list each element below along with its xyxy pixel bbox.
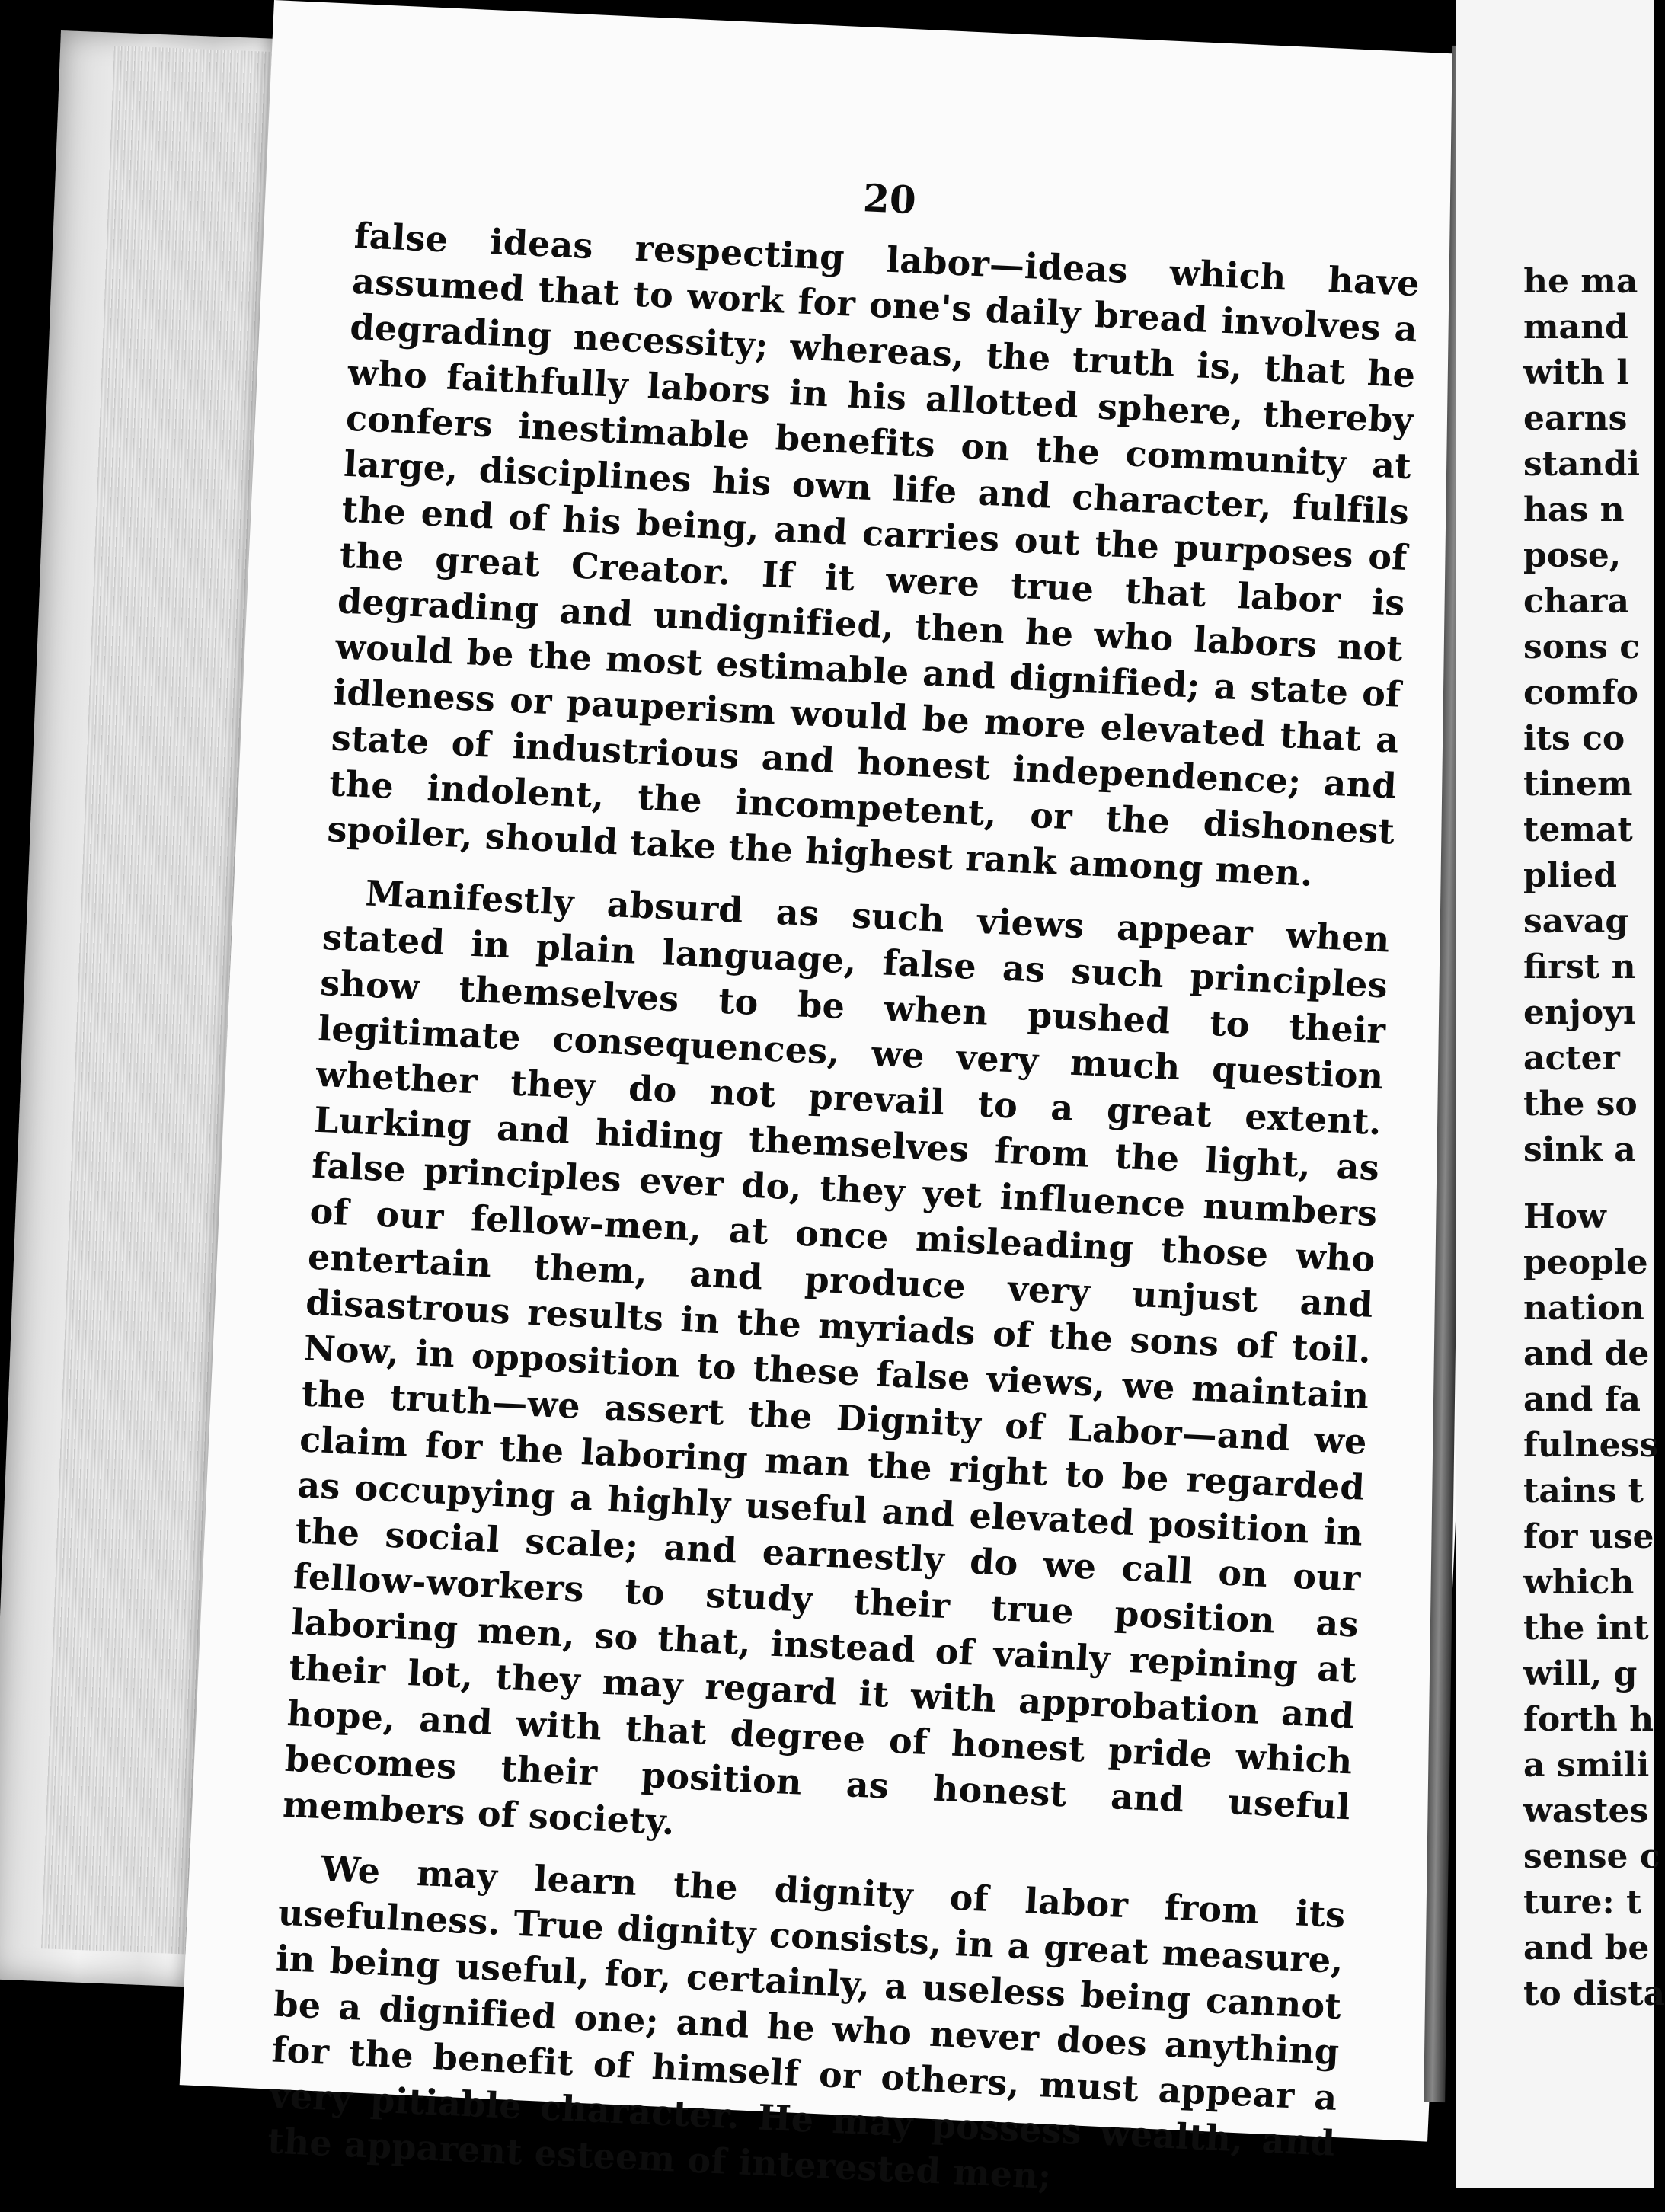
right-page-line: which xyxy=(1523,1563,1635,1602)
right-page-line: pose, xyxy=(1523,536,1622,575)
right-page-line: earns xyxy=(1523,399,1628,438)
right-page-line: first n xyxy=(1523,948,1636,986)
right-page-line: standi xyxy=(1523,445,1641,484)
right-page-line: savag xyxy=(1523,902,1629,941)
right-page-line: forth h xyxy=(1523,1700,1654,1739)
paragraph: We may learn the dignity of labor from its usefulness. True dignity consists, in a great measure, in being useful, for, certainly, a useless being cannot be a dignified one; and he who never does anything for the benefit of himself or others, must appear a very pitiable character. He may possess wealth, and the apparent esteem of interested men; xyxy=(267,1848,1347,2197)
right-page-line: temat xyxy=(1523,810,1633,849)
right-page-line: its co xyxy=(1523,719,1625,758)
page-number: 20 xyxy=(861,175,918,223)
right-page-line: fulness xyxy=(1523,1426,1659,1465)
right-page-line: nation xyxy=(1523,1289,1644,1328)
right-page-line: and be xyxy=(1523,1929,1650,1967)
right-page-line: chara xyxy=(1523,582,1629,621)
right-page-line: wastes xyxy=(1523,1792,1649,1830)
right-page-line: sink a xyxy=(1523,1130,1636,1169)
right-page-line: the int xyxy=(1523,1609,1649,1648)
right-page-line: sons c xyxy=(1523,628,1640,666)
right-page-line: with l xyxy=(1523,353,1629,392)
right-page-line: has n xyxy=(1523,491,1625,529)
right-page-line: will, g xyxy=(1523,1654,1638,1693)
right-page-line: tains t xyxy=(1523,1472,1644,1510)
right-page-line: plied xyxy=(1523,856,1617,895)
right-page-line: enjoyı xyxy=(1523,993,1636,1032)
right-page-line: mand xyxy=(1523,308,1628,347)
right-page-line xyxy=(1523,1173,1639,1194)
right-page-line: to dista xyxy=(1523,1974,1665,2013)
right-page-line: acter xyxy=(1523,1039,1620,1078)
right-page-line: tinem xyxy=(1523,765,1633,804)
paragraph: false ideas respecting labor—ideas which have assumed that to work for one's daily bread involves a degrading necessity; whereas, the truth is, that he who faithfully labors in his allotted sphere, thereby confers inestimable benefits on the community at large, disciplines his own life and character, fulfils the end of his being, and carries out the purposes of the great Creator. If it were true that labor is degrading and undignified, then he who labors not would be the most estimable and dignified; a state of idleness or pauperism would be more elevated that a state of industrious and honest independence; and the indolent, the incompetent, or the dishonest spoiler, should take the highest rank among men. xyxy=(326,214,1421,894)
right-page-line: sense c xyxy=(1523,1837,1660,1876)
right-page-line: and de xyxy=(1523,1335,1650,1373)
right-page-line: people xyxy=(1523,1243,1648,1282)
right-page-line: comfo xyxy=(1523,673,1638,712)
right-page-text xyxy=(1523,259,1665,2017)
paragraph: Manifestly absurd as such views appear when stated in plain language, false as such principles show themselves to be when pushed to their legitimate consequences, we very much question whether they do not prevail to a great extent. Lurking and hiding themselves from the light, as false principles ever do, they yet influence numbers of our fellow-men, at once misleading those who entertain them, and produce very unjust and disastrous results in the myriads of the sons of toil. Now, in opposition to these false views, we maintain the truth—we assert the Dignity of Labor—and we claim for the laboring man the right to be regarded as occupying a highly useful and elevated position in the social scale; and earnestly do we call on our fellow-workers to study their true position as laboring men, so that, instead of vainly repining at their lot, they may regard it with approbation and hope, and with that degree of honest pride which becomes their position as honest and useful members of society. xyxy=(282,872,1391,1843)
right-page-line: for use xyxy=(1523,1517,1654,1556)
right-page-line: How xyxy=(1523,1197,1606,1236)
right-page-line: and fa xyxy=(1523,1380,1641,1419)
right-page-line: he ma xyxy=(1523,262,1638,301)
right-page-line: ture: t xyxy=(1523,1883,1642,1922)
right-page-line: a smili xyxy=(1523,1746,1650,1785)
left-page-text xyxy=(267,152,1423,2212)
right-page-line: the so xyxy=(1523,1085,1638,1124)
